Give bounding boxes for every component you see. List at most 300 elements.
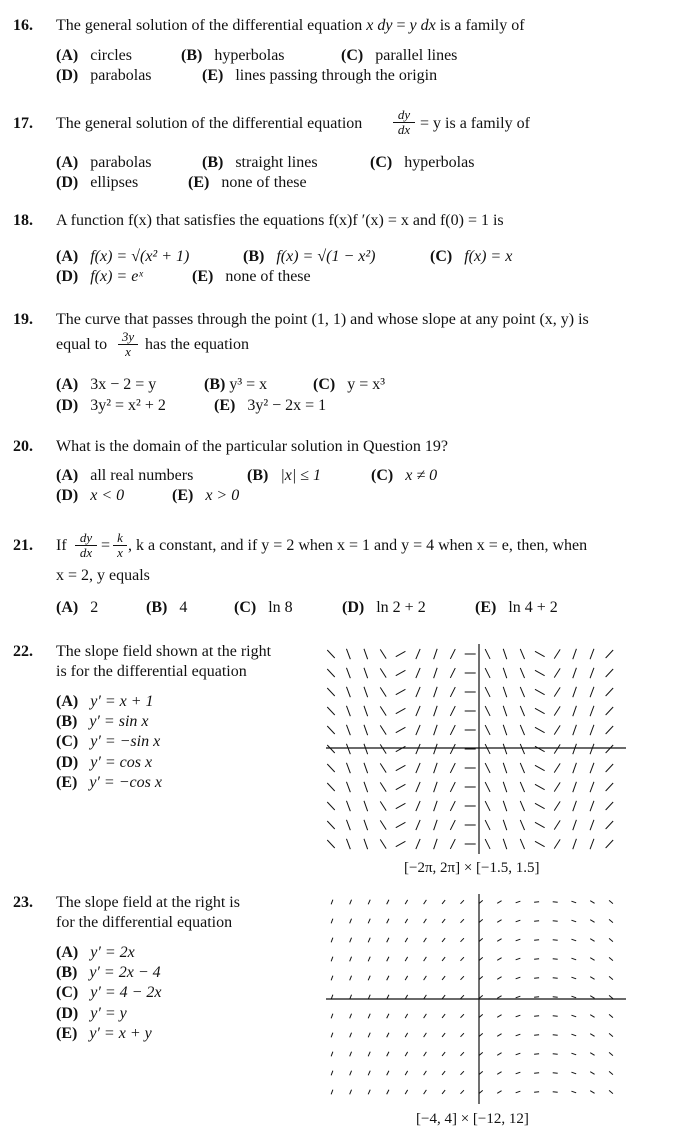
slope-segment	[416, 801, 420, 811]
slope-segment	[368, 957, 370, 962]
slope-segment	[571, 920, 576, 922]
slope-segment	[534, 959, 539, 960]
slope-segment	[573, 706, 577, 716]
q18-choice-e[interactable]: (E) none of these	[192, 268, 311, 285]
q22-choice-c[interactable]: (C) y′ = −sin x	[56, 733, 161, 750]
slope-segment	[609, 957, 613, 960]
slope-segment	[609, 938, 613, 941]
slope-segment	[424, 919, 427, 923]
slope-segment	[434, 744, 438, 754]
slope-segment	[573, 820, 577, 830]
q22-choice-a[interactable]: (A) y′ = x + 1	[56, 693, 154, 710]
slope-segment	[434, 649, 438, 659]
slope-segment	[327, 840, 335, 848]
slope-segment	[396, 746, 406, 751]
slope-segment	[416, 725, 420, 735]
slope-segment	[434, 668, 438, 678]
q23-stem-line1: The slope field at the right is	[56, 894, 240, 911]
slope-segment	[364, 649, 368, 659]
slope-segment	[350, 900, 352, 905]
slope-segment	[350, 1033, 352, 1038]
slope-segment	[535, 765, 545, 770]
slope-segment	[380, 801, 386, 810]
q21-number: 21.	[13, 537, 33, 554]
slope-segment	[346, 649, 350, 659]
slope-segment	[327, 707, 335, 715]
slope-segment	[554, 687, 560, 696]
slope-segment	[553, 1092, 558, 1093]
slope-segment	[331, 976, 333, 981]
slope-segment	[503, 763, 507, 773]
q23-choice-e[interactable]: (E) y′ = x + y	[56, 1025, 152, 1042]
q17-choice-d[interactable]: (D) ellipses	[56, 174, 139, 191]
slope-segment	[350, 1090, 352, 1095]
slope-segment	[327, 688, 335, 696]
slope-segment	[590, 687, 594, 697]
q19-choice-b[interactable]: (B) y³ = x	[204, 376, 268, 393]
slope-segment	[380, 649, 386, 658]
slope-segment	[368, 938, 370, 943]
slope-segment	[387, 1033, 389, 1037]
slope-segment	[516, 901, 521, 903]
slope-segment	[609, 1052, 613, 1055]
slope-segment	[516, 939, 521, 941]
q21-stem-a: , k a constant, and if y = 2 when x = 1 and y = 4 when x = e, then, when	[128, 537, 588, 554]
slope-segment	[520, 687, 524, 697]
slope-segment	[331, 1052, 333, 1057]
slope-segment	[554, 801, 560, 810]
q16-choice-e[interactable]: (E) lines passing through the origin	[202, 67, 438, 84]
slope-segment	[416, 839, 420, 849]
slope-segment	[606, 821, 614, 829]
slope-segment	[405, 900, 407, 904]
slope-segment	[331, 938, 333, 943]
slope-segment	[405, 1033, 407, 1037]
slope-segment	[416, 706, 420, 716]
slope-segment	[516, 1015, 521, 1017]
q22-number: 22.	[13, 643, 33, 660]
slope-segment	[387, 900, 389, 904]
slope-segment	[442, 995, 445, 999]
slope-segment	[485, 687, 490, 697]
q22-choice-e[interactable]: (E) y′ = −cos x	[56, 774, 162, 791]
slope-segment	[364, 687, 368, 697]
slope-segment	[497, 1053, 501, 1056]
slope-segment	[368, 919, 370, 924]
q21-choice-d[interactable]: (D) ln 2 + 2	[342, 599, 426, 616]
slope-segment	[553, 1035, 558, 1036]
slope-segment	[497, 1072, 501, 1075]
slope-segment	[534, 1016, 539, 1017]
slope-segment	[460, 957, 463, 961]
slope-segment	[442, 938, 445, 942]
slope-segment	[350, 919, 352, 924]
slope-segment	[606, 707, 614, 715]
q17-choice-e[interactable]: (E) none of these	[188, 174, 307, 191]
q16-choice-a[interactable]: (A) circles	[56, 47, 132, 64]
slope-segment	[553, 978, 558, 979]
slope-segment	[520, 801, 524, 811]
slope-segment	[497, 958, 501, 961]
q19-choice-d[interactable]: (D) 3y² = x² + 2	[56, 397, 166, 414]
slope-segment	[590, 939, 594, 942]
slope-segment	[346, 839, 350, 849]
slope-segment	[424, 900, 427, 904]
slope-segment	[346, 782, 350, 792]
slope-segment	[590, 1053, 594, 1056]
slope-segment	[434, 820, 438, 830]
slope-segment	[553, 1073, 558, 1074]
slope-segment	[503, 649, 507, 659]
slope-segment	[380, 763, 386, 772]
slope-segment	[554, 763, 560, 772]
slope-field-23	[326, 894, 626, 1104]
slope-segment	[442, 1090, 445, 1094]
slope-segment	[590, 839, 594, 849]
slope-segment	[350, 938, 352, 943]
slope-segment	[516, 977, 521, 979]
q20-choice-a[interactable]: (A) all real numbers	[56, 467, 194, 484]
slope-segment	[571, 958, 576, 960]
slope-segment	[497, 1034, 501, 1037]
q19-choice-c[interactable]: (C) y = x³	[313, 376, 386, 393]
slope-segment	[396, 822, 406, 827]
q18-number: 18.	[13, 212, 33, 229]
slope-segment	[331, 900, 333, 905]
slope-segment	[485, 668, 490, 678]
slope-segment	[573, 839, 577, 849]
q20-choice-e[interactable]: (E) x > 0	[172, 487, 240, 504]
q16-number: 16.	[13, 17, 33, 34]
slope-segment	[442, 1071, 445, 1075]
slope-segment	[590, 782, 594, 792]
slope-segment	[380, 820, 386, 829]
slope-segment	[590, 996, 594, 999]
slope-segment	[380, 668, 386, 677]
slope-segment	[327, 726, 335, 734]
slope-segment	[416, 782, 420, 792]
q20-choice-d[interactable]: (D) x < 0	[56, 487, 125, 504]
slope-segment	[450, 649, 455, 659]
slope-segment	[327, 745, 335, 753]
q19-choice-a[interactable]: (A) 3x − 2 = y	[56, 376, 157, 393]
q16-choice-b[interactable]: (B) hyperbolas	[181, 47, 285, 64]
slope-segment	[497, 1091, 501, 1094]
slope-segment	[450, 725, 455, 735]
slope-segment	[364, 744, 368, 754]
slope-segment	[350, 1052, 352, 1057]
q18-choice-c[interactable]: (C) f(x) = x	[430, 248, 513, 265]
slope-segment	[534, 921, 539, 922]
slope-segment	[554, 725, 560, 734]
slope-segment	[327, 650, 335, 658]
slope-segment	[534, 997, 539, 998]
slope-segment	[606, 688, 614, 696]
slope-segment	[485, 782, 490, 792]
slope-segment	[434, 725, 438, 735]
q19-number: 19.	[13, 311, 33, 328]
slope-segment	[387, 1071, 389, 1075]
slope-segment	[368, 976, 370, 981]
slope-segment	[497, 977, 501, 980]
slope-segment	[442, 1033, 445, 1037]
slope-segment	[396, 803, 406, 808]
q23-choice-b[interactable]: (B) y′ = 2x − 4	[56, 964, 161, 981]
q22-choice-b[interactable]: (B) y′ = sin x	[56, 713, 149, 730]
q21-choice-c[interactable]: (C) ln 8	[234, 599, 293, 616]
slope-segment	[387, 957, 389, 961]
slope-segment	[534, 1092, 539, 1093]
slope-segment	[450, 820, 455, 830]
q21-fraction-kx: $\frac{k}{x}$	[113, 531, 127, 560]
slope-segment	[460, 1033, 463, 1037]
slope-segment	[442, 976, 445, 980]
slope-segment	[416, 763, 420, 773]
slope-segment	[424, 976, 427, 980]
slope-segment	[396, 670, 406, 675]
slope-segment	[571, 901, 576, 903]
q19-fraction: $\frac{3y}{x}$	[118, 330, 138, 359]
q19-stem-line2b: has the equation	[145, 336, 249, 353]
slope-segment	[503, 782, 507, 792]
slope-segment	[571, 1053, 576, 1055]
slope-segment	[571, 939, 576, 941]
q19-stem-line2a: equal to	[56, 336, 108, 353]
slope-segment	[609, 900, 613, 903]
q23-choice-a[interactable]: (A) y′ = 2x	[56, 944, 135, 961]
slope-segment	[350, 1014, 352, 1019]
slope-segment	[520, 820, 524, 830]
q17-stem-a: The general solution of the differential equation	[56, 115, 363, 132]
slope-segment	[609, 995, 613, 998]
slope-segment	[516, 958, 521, 960]
slope-segment	[590, 668, 594, 678]
slope-segment	[368, 1090, 370, 1095]
slope-segment	[460, 1071, 463, 1075]
slope-segment	[405, 938, 407, 942]
q21-stem-b: x = 2, y equals	[56, 567, 150, 584]
slope-segment	[485, 763, 490, 773]
slope-segment	[571, 1034, 576, 1036]
slope-segment	[327, 783, 335, 791]
slope-segment	[416, 744, 420, 754]
slope-segment	[346, 687, 350, 697]
slope-segment	[327, 821, 335, 829]
slope-segment	[534, 902, 539, 903]
slope-segment	[416, 649, 420, 659]
slope-segment	[554, 649, 560, 658]
q23-number: 23.	[13, 894, 33, 911]
slope-segment	[516, 996, 521, 998]
slope-segment	[571, 996, 576, 998]
slope-segment	[609, 1033, 613, 1036]
slope-segment	[553, 1054, 558, 1055]
slope-segment	[554, 839, 560, 848]
slope-segment	[590, 1072, 594, 1075]
q18-choice-b[interactable]: (B) f(x) = √(1 − x²)	[243, 248, 376, 265]
slope-segment	[368, 1071, 370, 1076]
q21-choice-e[interactable]: (E) ln 4 + 2	[475, 599, 558, 616]
slope-segment	[573, 649, 577, 659]
slope-segment	[405, 976, 407, 980]
slope-segment	[573, 687, 577, 697]
q22-window-caption: [−2π, 2π] × [−1.5, 1.5]	[404, 860, 540, 876]
slope-segment	[331, 1090, 333, 1095]
slope-segment	[485, 820, 490, 830]
slope-segment	[460, 900, 463, 904]
slope-segment	[497, 901, 501, 904]
q17-number: 17.	[13, 115, 33, 132]
slope-segment	[450, 782, 455, 792]
slope-segment	[460, 919, 463, 923]
slope-segment	[331, 919, 333, 924]
slope-segment	[460, 1090, 463, 1094]
slope-segment	[573, 668, 577, 678]
slope-segment	[520, 649, 524, 659]
slope-segment	[364, 782, 368, 792]
slope-segment	[516, 920, 521, 922]
slope-segment	[535, 727, 545, 732]
slope-segment	[516, 1034, 521, 1036]
q23-choice-c[interactable]: (C) y′ = 4 − 2x	[56, 984, 162, 1001]
slope-segment	[424, 1090, 427, 1094]
slope-segment	[368, 1014, 370, 1019]
slope-segment	[387, 1014, 389, 1018]
slope-segment	[368, 900, 370, 905]
slope-segment	[416, 668, 420, 678]
slope-segment	[573, 725, 577, 735]
slope-segment	[450, 687, 455, 697]
q17-choice-b[interactable]: (B) straight lines	[202, 154, 318, 171]
q22-stem-line1: The slope field shown at the right	[56, 643, 272, 660]
slope-segment	[434, 706, 438, 716]
slope-segment	[535, 651, 545, 656]
slope-segment	[590, 977, 594, 980]
slope-segment	[609, 1014, 613, 1017]
q21-choice-a[interactable]: (A) 2	[56, 599, 99, 616]
slope-segment	[350, 1071, 352, 1076]
slope-segment	[573, 763, 577, 773]
slope-segment	[405, 957, 407, 961]
slope-segment	[346, 801, 350, 811]
slope-segment	[571, 1015, 576, 1017]
slope-segment	[485, 839, 490, 849]
slope-segment	[450, 801, 455, 811]
slope-segment	[554, 782, 560, 791]
slope-segment	[434, 839, 438, 849]
slope-segment	[516, 1053, 521, 1055]
slope-segment	[590, 744, 594, 754]
slope-segment	[396, 841, 406, 846]
q20-number: 20.	[13, 438, 33, 455]
q17-stem-b: = y is a family of	[420, 115, 530, 132]
slope-segment	[346, 668, 350, 678]
slope-segment	[503, 820, 507, 830]
slope-segment	[535, 689, 545, 694]
q17-choice-c[interactable]: (C) hyperbolas	[370, 154, 475, 171]
q19-choice-e[interactable]: (E) 3y² − 2x = 1	[214, 397, 327, 414]
slope-segment	[590, 820, 594, 830]
slope-segment	[516, 1091, 521, 1093]
slope-segment	[535, 670, 545, 675]
slope-segment	[331, 1033, 333, 1038]
slope-segment	[387, 976, 389, 980]
slope-segment	[380, 744, 386, 753]
q16-choice-d[interactable]: (D) parabolas	[56, 67, 152, 84]
q17-choice-a[interactable]: (A) parabolas	[56, 154, 152, 171]
slope-field-22	[326, 644, 626, 854]
q20-choice-c[interactable]: (C) x ≠ 0	[371, 467, 438, 484]
q23-choice-d[interactable]: (D) y′ = y	[56, 1005, 127, 1022]
slope-segment	[535, 746, 545, 751]
slope-segment	[387, 1052, 389, 1056]
slope-segment	[331, 1071, 333, 1076]
slope-segment	[346, 763, 350, 773]
slope-segment	[442, 1014, 445, 1018]
slope-segment	[485, 801, 490, 811]
slope-segment	[350, 976, 352, 981]
q21-choice-b[interactable]: (B) 4	[146, 599, 188, 616]
slope-segment	[405, 1090, 407, 1094]
slope-segment	[450, 839, 455, 849]
slope-segment	[380, 839, 386, 848]
q17-fraction: $\frac{dy}{dx}$	[393, 108, 415, 137]
slope-segment	[364, 820, 368, 830]
slope-segment	[396, 765, 406, 770]
slope-segment	[450, 706, 455, 716]
slope-segment	[331, 1014, 333, 1019]
slope-segment	[606, 726, 614, 734]
slope-segment	[364, 801, 368, 811]
slope-segment	[573, 744, 577, 754]
slope-segment	[434, 687, 438, 697]
slope-segment	[405, 1052, 407, 1056]
slope-segment	[396, 708, 406, 713]
slope-segment	[396, 727, 406, 732]
slope-segment	[535, 822, 545, 827]
slope-segment	[590, 706, 594, 716]
slope-segment	[535, 841, 545, 846]
slope-segment	[434, 782, 438, 792]
slope-segment	[331, 957, 333, 962]
slope-segment	[590, 958, 594, 961]
q20-choice-b[interactable]: (B) |x| ≤ 1	[247, 467, 322, 484]
slope-segment	[460, 995, 463, 999]
q16-choice-c[interactable]: (C) parallel lines	[341, 47, 458, 64]
slope-segment	[442, 919, 445, 923]
slope-segment	[590, 1091, 594, 1094]
slope-segment	[364, 839, 368, 849]
slope-segment	[503, 668, 507, 678]
q18-choice-d[interactable]: (D) f(x) = eˣ	[56, 268, 143, 285]
slope-segment	[485, 706, 490, 716]
slope-segment	[534, 1073, 539, 1074]
q18-choice-a[interactable]: (A) f(x) = √(x² + 1)	[56, 248, 190, 265]
slope-segment	[554, 706, 560, 715]
slope-segment	[534, 978, 539, 979]
slope-segment	[554, 744, 560, 753]
slope-segment	[450, 668, 455, 678]
q22-choice-d[interactable]: (D) y′ = cos x	[56, 754, 153, 771]
slope-segment	[503, 839, 507, 849]
slope-segment	[405, 919, 407, 923]
slope-segment	[387, 1090, 389, 1094]
slope-segment	[380, 725, 386, 734]
slope-segment	[405, 1071, 407, 1075]
slope-segment	[516, 1072, 521, 1074]
slope-segment	[327, 802, 335, 810]
slope-segment	[442, 1052, 445, 1056]
